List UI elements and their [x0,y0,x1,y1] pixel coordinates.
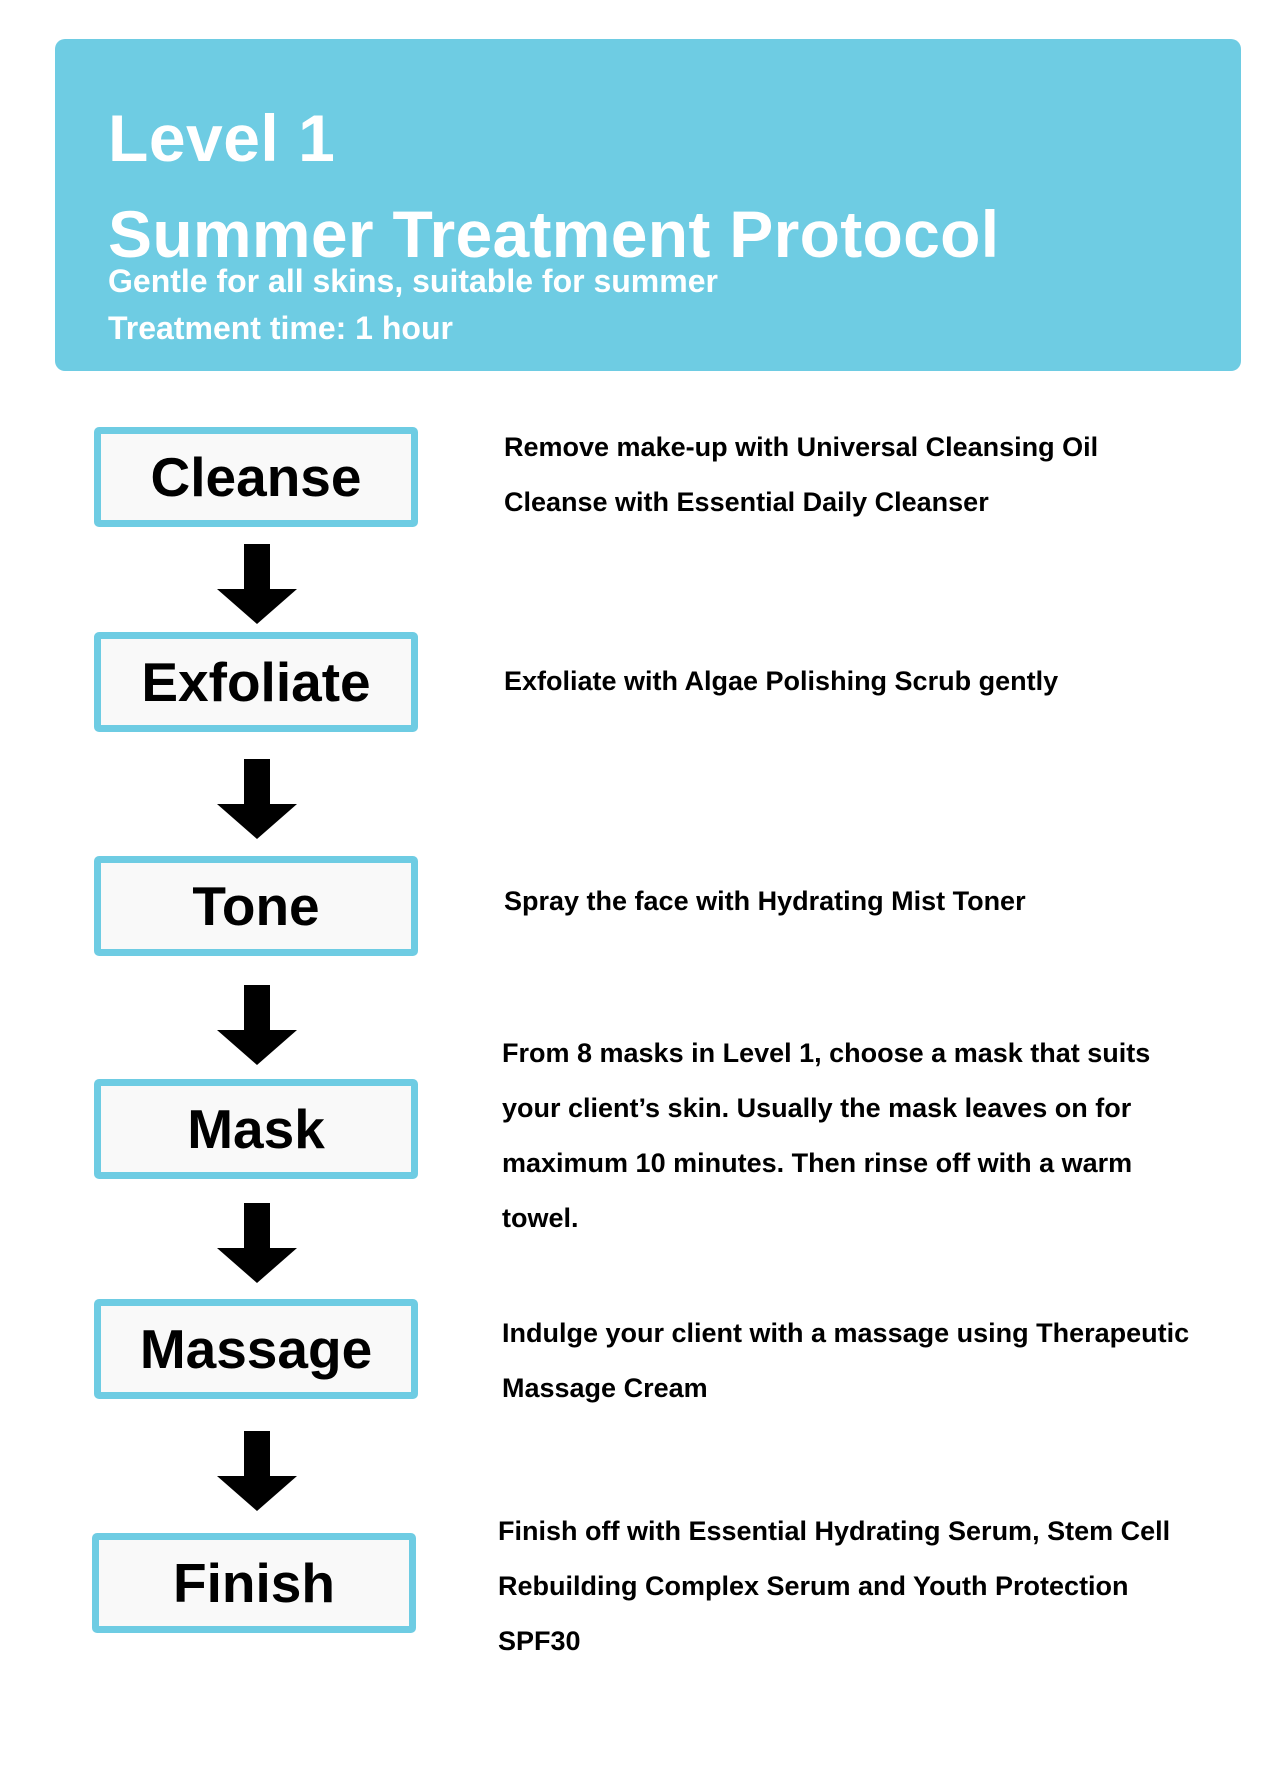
step-description-cleanse [504,420,1264,530]
subtitle: Gentle for all skins, suitable for summer [108,263,718,299]
step-box-mask: Mask [94,1079,418,1179]
arrow-down-icon [217,985,297,1065]
arrow-down-icon [217,544,297,624]
description-line: Finish off with Essential Hydrating Serum, Stem Cell [498,1516,1171,1546]
arrow-down-icon [217,1431,297,1511]
description-line: maximum 10 minutes. Then rinse off with a warm [502,1148,1133,1178]
treatment-time: Treatment time: 1 hour [108,310,453,346]
level-heading: Level 1 [108,101,336,175]
description-line: From 8 masks in Level 1, choose a mask that suits [502,1038,1151,1068]
step-box-cleanse: Cleanse [94,427,418,527]
arrow-down-icon [217,759,297,839]
step-description-exfoliate [504,654,1264,709]
description-line: SPF30 [498,1626,581,1656]
step-description-massage [502,1306,1262,1416]
step-box-tone: Tone [94,856,418,956]
step-box-massage: Massage [94,1299,418,1399]
description-line: Indulge your client with a massage using Therapeutic [502,1318,1190,1348]
header-banner [55,39,1241,371]
description-line: Spray the face with Hydrating Mist Toner [504,886,1026,916]
description-line: Exfoliate with Algae Polishing Scrub gently [504,666,1059,696]
step-description-mask [502,1026,1262,1246]
description-line: Cleanse with Essential Daily Cleanser [504,487,989,517]
step-box-exfoliate: Exfoliate [94,632,418,732]
step-box-finish: Finish [92,1533,416,1633]
description-line: towel. [502,1203,579,1233]
step-description-tone [504,874,1264,929]
description-line: Rebuilding Complex Serum and Youth Protection [498,1571,1129,1601]
arrow-down-icon [217,1203,297,1283]
step-description-finish [498,1504,1258,1669]
page-title: Summer Treatment Protocol [108,197,1000,271]
description-line: your client’s skin. Usually the mask leaves on for [502,1093,1132,1123]
description-line: Remove make-up with Universal Cleansing Oil [504,432,1099,462]
description-line: Massage Cream [502,1373,708,1403]
